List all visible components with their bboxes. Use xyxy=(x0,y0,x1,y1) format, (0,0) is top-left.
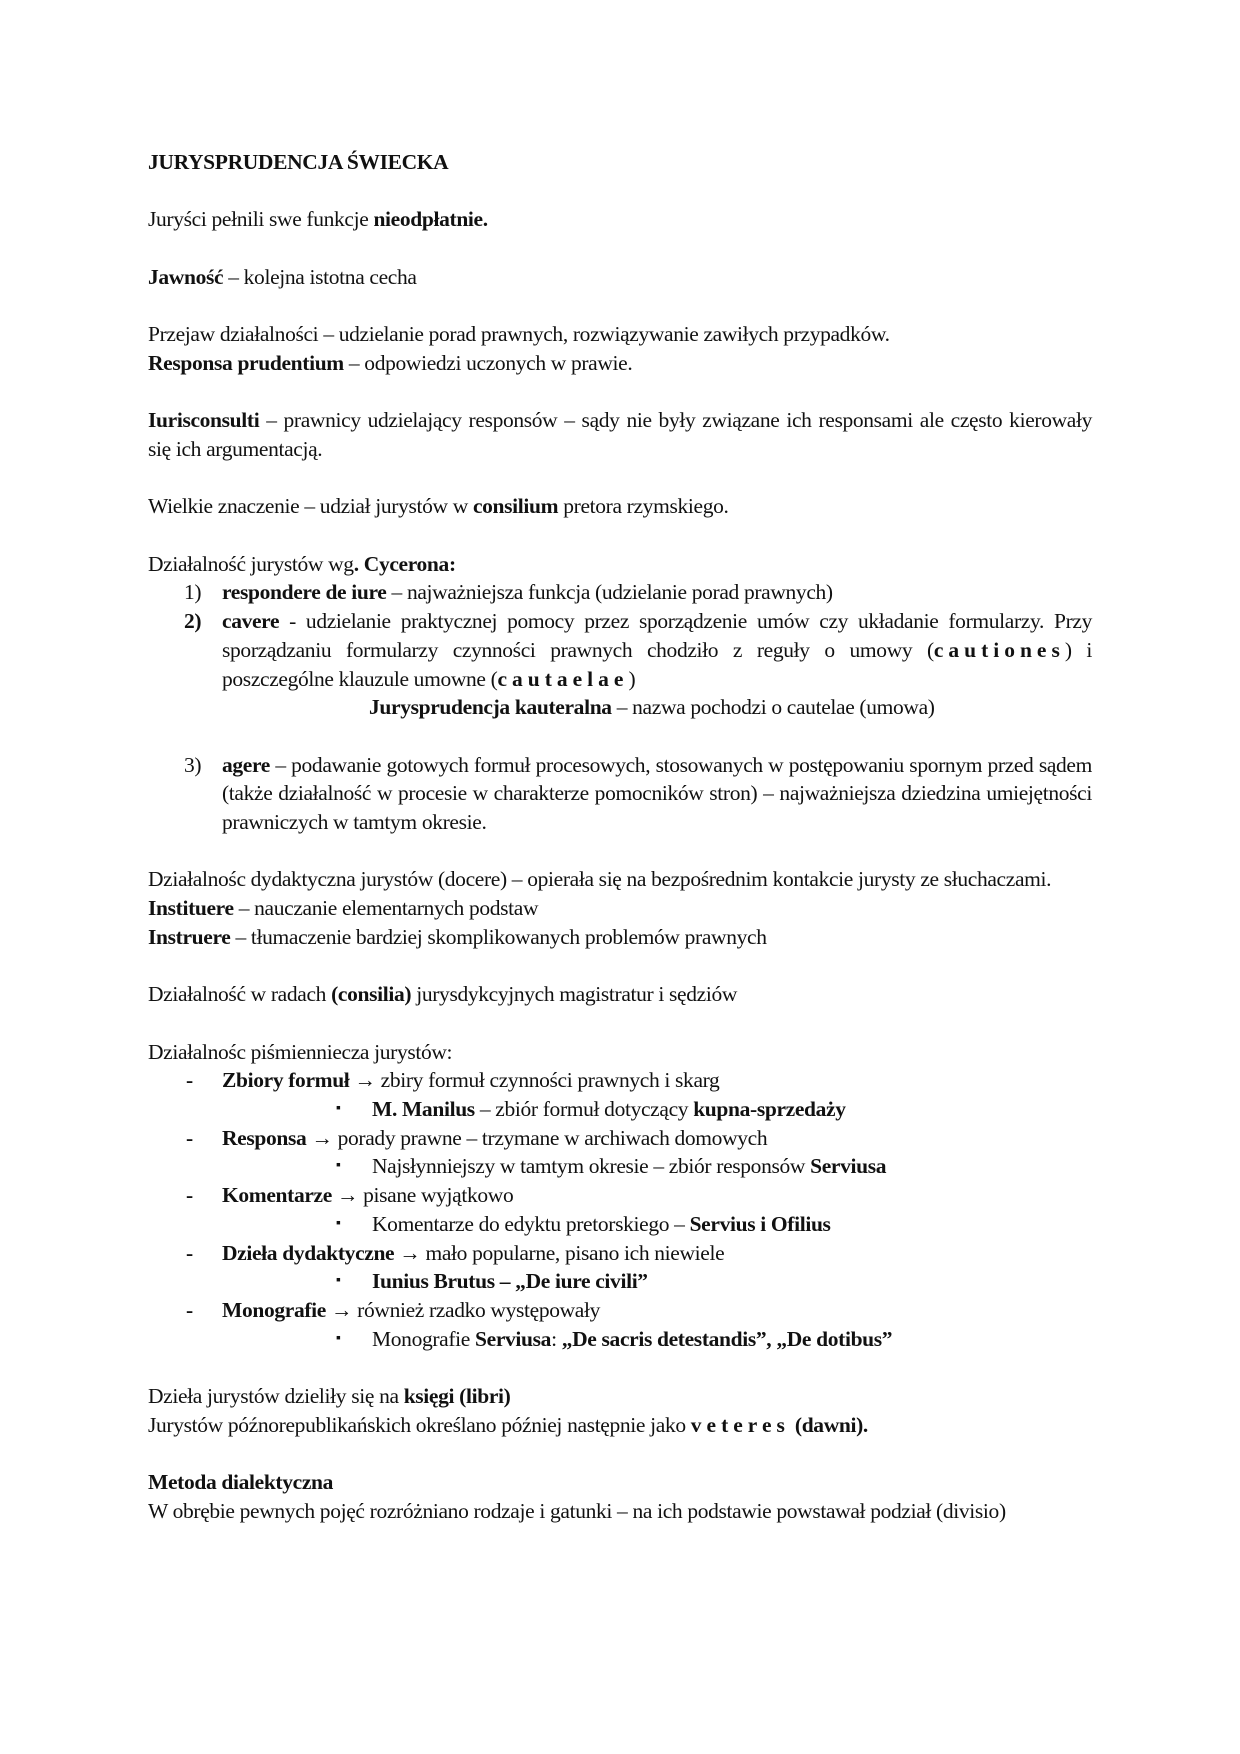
text: – prawnicy udzielający responsów – sądy nie były związane ich responsami ale często kierowały się ich argumentacją. xyxy=(148,408,1092,461)
list-item xyxy=(148,1239,1092,1268)
text: – najważniejsza funkcja (udzielanie porad prawnych) xyxy=(386,580,833,605)
arrow-icon: → xyxy=(399,1240,421,1265)
paragraph-consilia xyxy=(148,980,1092,1009)
text: Działalnośc dydaktyczna jurystów (docere) – opierała się na bezpośrednim kontakcie jurysty ze słuchaczami. xyxy=(148,867,1052,892)
list-item xyxy=(148,1181,1092,1210)
paragraph-libri xyxy=(148,1382,1092,1439)
bold-text: consilium xyxy=(472,494,559,519)
square-bullet-icon: ▪ xyxy=(336,1273,341,1289)
bold-text: . Cycerona: xyxy=(353,551,456,576)
text: Działalność w radach xyxy=(148,982,332,1007)
bold-text: cavere xyxy=(222,609,280,634)
text: W obrębie pewnych pojęć rozróżniano rodzaje i gatunki – na ich podstawie powstawał podział (divisio) xyxy=(148,1498,1006,1523)
sub-list-item xyxy=(148,1325,1092,1354)
sub-list-item xyxy=(148,1152,1092,1181)
spaced-bold-text: cautaelae xyxy=(497,666,629,691)
list-item xyxy=(148,751,1092,837)
bold-text: nieodpłatnie. xyxy=(373,207,488,232)
text: – podawanie gotowych formuł procesowych, stosowanych w postępowaniu spornym przed sądem (także działalność w procesie w charakterze pomocników stron) – najważniejsza dziedzina umiejętności prawniczych w tamtym okresie. xyxy=(222,752,1092,835)
list-item xyxy=(148,1124,1092,1153)
text: – odpowiedzi uczonych w prawie. xyxy=(343,350,633,375)
paragraph-iurisconsulti xyxy=(148,406,1092,463)
text: Przejaw działalności – udzielanie porad prawnych, rozwiązywanie zawiłych przypadków. xyxy=(148,322,890,347)
list-number: 3) xyxy=(184,752,202,777)
paragraph-didactic xyxy=(148,865,1092,951)
bold-text: Serviusa xyxy=(475,1326,552,1351)
text: – nazwa pochodzi o cautelae (umowa) xyxy=(611,695,935,720)
arrow-icon: → xyxy=(354,1068,376,1093)
bold-text: Servius i Ofilius xyxy=(689,1211,831,1236)
text: porady prawne – trzymane w archiwach domowych xyxy=(332,1125,768,1150)
title-text: JURYSPRUDENCJA ŚWIECKA xyxy=(148,150,449,174)
spaced-bold-text: veteres xyxy=(690,1412,790,1437)
text: Juryści pełnili swe funkcje xyxy=(148,207,374,232)
bold-text: „De sacris detestandis”, „De dotibus” xyxy=(561,1326,893,1351)
text: Monografie xyxy=(372,1326,476,1351)
bold-text: Monografie xyxy=(222,1297,326,1322)
text: zbiry formuł czynności prawnych i skarg xyxy=(375,1068,720,1093)
bold-text: księgi (libri) xyxy=(403,1384,511,1409)
text: : xyxy=(551,1326,562,1351)
paragraph-dialectic xyxy=(148,1468,1092,1525)
sub-list-item xyxy=(148,1210,1092,1239)
dash-bullet: - xyxy=(186,1125,193,1150)
document-title xyxy=(148,148,1092,177)
bold-text: Jurysprudencja kauteralna xyxy=(369,695,612,720)
text: mało popularne, pisano ich niewiele xyxy=(420,1240,725,1265)
bold-text: Komentarze xyxy=(222,1183,332,1208)
text: ) xyxy=(628,666,636,691)
square-bullet-icon: ▪ xyxy=(336,1215,341,1231)
dash-bullet: - xyxy=(186,1183,193,1208)
list-item xyxy=(148,1066,1092,1095)
text: również rzadko występowały xyxy=(352,1297,601,1322)
document-page xyxy=(148,148,1092,1526)
bold-text: kupna-sprzedaży xyxy=(693,1097,846,1122)
bold-text: (dawni). xyxy=(789,1412,868,1437)
list-number: 1) xyxy=(184,580,202,605)
text: ) i poszczególne klauzule umowne ( xyxy=(222,637,1092,691)
list-item xyxy=(148,607,1092,693)
bold-text: Zbiory formuł xyxy=(222,1068,350,1093)
list-item xyxy=(148,578,1092,607)
paragraph-responsa xyxy=(148,320,1092,377)
subnote-kauteralna xyxy=(148,693,1092,722)
paragraph-unpaid xyxy=(148,205,1092,234)
arrow-icon: → xyxy=(336,1183,359,1208)
bold-text: Iurisconsulti xyxy=(148,408,260,433)
cicero-list xyxy=(148,578,1092,836)
arrow-icon: → xyxy=(311,1125,333,1150)
text: jurysdykcyjnych magistratur i sędziów xyxy=(411,982,738,1007)
bold-text: Serviusa xyxy=(810,1154,887,1179)
paragraph-cicero xyxy=(148,550,1092,579)
bold-text: Dzieła dydaktyczne xyxy=(222,1240,395,1265)
text: Wielkie znaczenie – udział jurystów w xyxy=(148,494,473,519)
arrow-icon: → xyxy=(331,1297,353,1322)
text: – kolejna istotna cecha xyxy=(223,264,417,289)
text: Najsłynniejszy w tamtym okresie – zbiór responsów xyxy=(372,1154,811,1179)
bold-text: M. Manilus xyxy=(372,1097,475,1122)
dash-bullet: - xyxy=(186,1297,193,1322)
text: Dzieła jurystów dzieliły się na xyxy=(148,1384,404,1409)
paragraph-writings: Działalnośc piśmienniecza jurystów: xyxy=(148,1039,453,1064)
bold-text: respondere de iure xyxy=(222,580,387,605)
text: pisane wyjątkowo xyxy=(358,1183,514,1208)
text: Komentarze do edyktu pretorskiego – xyxy=(372,1211,690,1236)
paragraph-publicity xyxy=(148,263,1092,292)
sub-list-item xyxy=(148,1267,1092,1296)
paragraph-consilium xyxy=(148,492,1092,521)
writings-list xyxy=(148,1066,1092,1353)
square-bullet-icon: ▪ xyxy=(336,1330,341,1346)
square-bullet-icon: ▪ xyxy=(336,1101,341,1117)
bold-text: (consilia) xyxy=(331,982,412,1007)
text: - udzielanie praktycznej pomocy przez sporządzenie umów czy układanie formularzy. Przy sporządzaniu formularzy czynności prawnych chodziło z reguły o umowy ( xyxy=(222,609,1092,662)
spaced-bold-text: cautiones xyxy=(933,637,1065,662)
text: – zbiór formuł dotyczący xyxy=(474,1097,694,1122)
text: pretora rzymskiego. xyxy=(558,494,729,519)
bold-text: Instruere xyxy=(148,924,231,949)
bold-text: Responsa xyxy=(222,1125,307,1150)
bold-text: agere xyxy=(222,752,270,777)
text: – nauczanie elementarnych podstaw xyxy=(233,896,539,921)
square-bullet-icon: ▪ xyxy=(336,1158,341,1174)
bold-text: Responsa prudentium xyxy=(148,350,344,375)
section-heading: Metoda dialektyczna xyxy=(148,1470,334,1495)
dash-bullet: - xyxy=(186,1240,193,1265)
text: Działalność jurystów wg xyxy=(148,551,354,576)
text: Jurystów późnorepublikańskich określano później następnie jako xyxy=(148,1412,691,1437)
bold-text: Iunius Brutus – „De iure civili” xyxy=(372,1269,648,1294)
dash-bullet: - xyxy=(186,1068,193,1093)
bold-text: Instituere xyxy=(148,896,234,921)
bold-text: Jawność xyxy=(148,264,224,289)
list-number: 2) xyxy=(184,609,202,634)
text: – tłumaczenie bardziej skomplikowanych problemów prawnych xyxy=(230,924,767,949)
list-item xyxy=(148,1296,1092,1325)
sub-list-item xyxy=(148,1095,1092,1124)
